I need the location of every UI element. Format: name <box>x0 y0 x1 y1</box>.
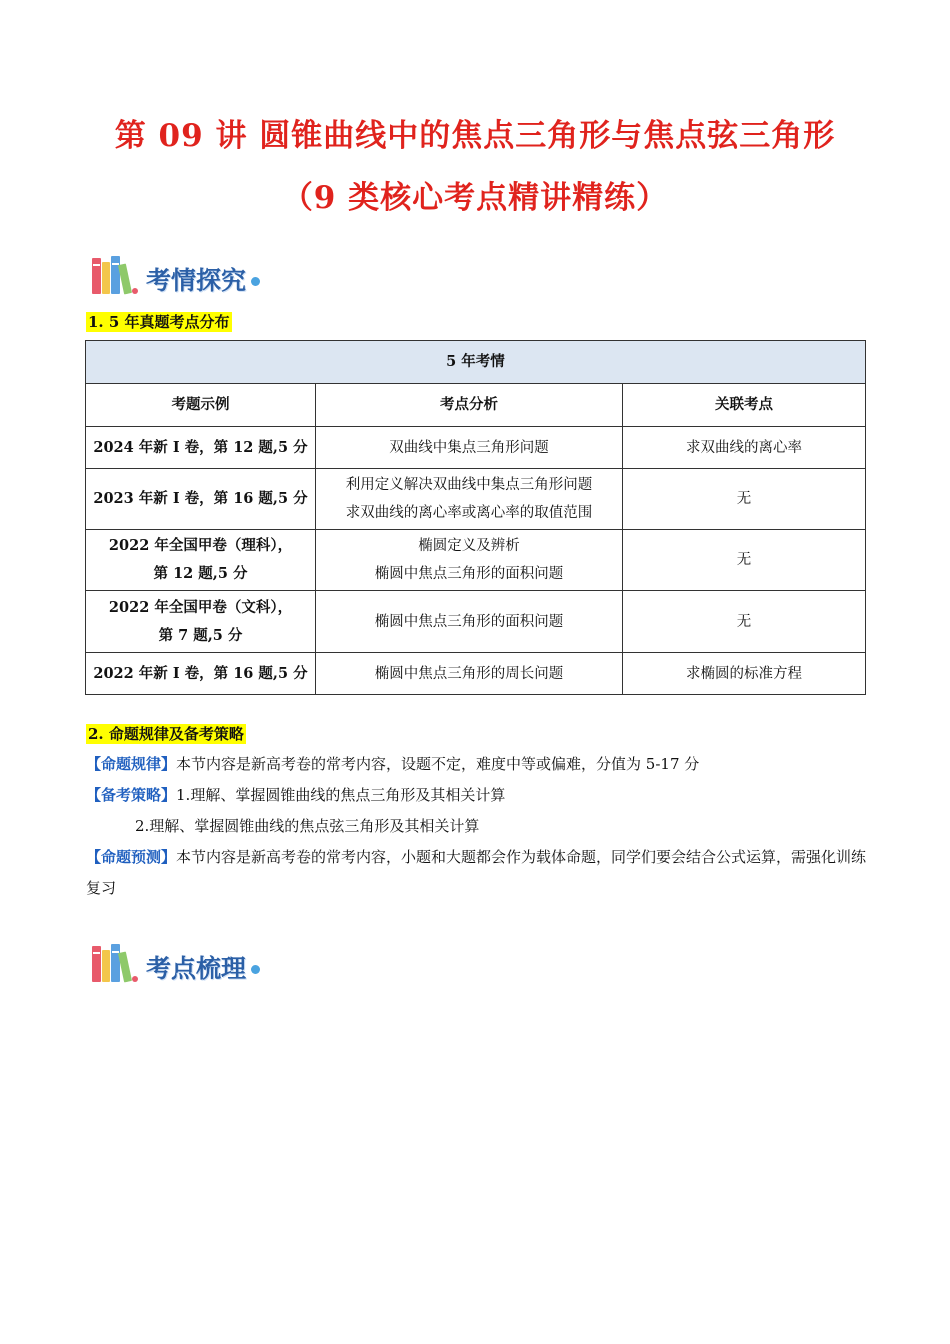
predict-text: 本节内容是新高考卷的常考内容，小题和大题都会作为载体命题，同学们要会结合公式运算，需强化训练复习 <box>86 848 867 897</box>
page-subtitle: （9 类核心考点精讲精练） <box>281 180 669 216</box>
example-cell: 2022 年全国甲卷（理科）， 第 12 题,5 分 <box>86 530 316 591</box>
banner-label: 考点梳理 <box>146 954 247 983</box>
example-cell: 2023 年新 I 卷，第 16 题,5 分 <box>86 469 316 530</box>
dot-icon <box>251 965 260 974</box>
section-heading-2: 2. 命题规律及备考策略 <box>88 725 244 743</box>
strategy-item-2: 2.理解、掌握圆锥曲线的焦点弦三角形及其相关计算 <box>135 817 480 835</box>
rule-text: 本节内容是新高考卷的常考内容，设题不定，难度中等或偏难，分值为 5-17 分 <box>176 755 700 773</box>
page-title: 第 09 讲 圆锥曲线中的焦点三角形与焦点弦三角形 <box>114 118 836 154</box>
table-row <box>86 653 866 695</box>
example-cell: 2022 年新 I 卷，第 16 题,5 分 <box>86 653 316 695</box>
analysis-cell: 利用定义解决双曲线中集点三角形问题 求双曲线的离心率或离心率的取值范围 <box>316 469 623 530</box>
analysis-cell: 椭圆中焦点三角形的面积问题 <box>316 591 623 653</box>
predict-tag: 【命题预测】 <box>86 848 177 866</box>
rule-paragraph <box>86 749 876 780</box>
strategy-tag: 【备考策略】 <box>86 786 177 804</box>
exam-distribution-table <box>85 340 866 695</box>
predict-paragraph <box>86 842 876 904</box>
related-cell: 求椭圆的标准方程 <box>623 653 866 695</box>
books-icon <box>90 254 140 296</box>
table-header: 关联考点 <box>623 384 866 427</box>
banner-label: 考情探究 <box>146 266 247 295</box>
related-cell: 无 <box>623 530 866 591</box>
related-cell: 无 <box>623 591 866 653</box>
section-banner-kaoqing <box>90 252 260 296</box>
related-cell: 无 <box>623 469 866 530</box>
related-cell: 求双曲线的离心率 <box>623 427 866 469</box>
section-banner-kaodian <box>90 940 260 984</box>
strategy-paragraph <box>86 780 876 811</box>
table-header: 考点分析 <box>316 384 623 427</box>
section-heading-1: 1. 5 年真题考点分布 <box>88 313 230 331</box>
books-icon <box>90 942 140 984</box>
table-row <box>86 469 866 530</box>
rule-tag: 【命题规律】 <box>86 755 177 773</box>
analysis-cell: 椭圆中焦点三角形的周长问题 <box>316 653 623 695</box>
example-cell: 2024 年新 I 卷，第 12 题,5 分 <box>86 427 316 469</box>
strategy-item-1: 1.理解、掌握圆锥曲线的焦点三角形及其相关计算 <box>176 786 506 804</box>
analysis-cell: 椭圆定义及辨析 椭圆中焦点三角形的面积问题 <box>316 530 623 591</box>
example-cell: 2022 年全国甲卷（文科）， 第 7 题,5 分 <box>86 591 316 653</box>
table-row <box>86 591 866 653</box>
analysis-cell: 双曲线中集点三角形问题 <box>316 427 623 469</box>
table-row <box>86 530 866 591</box>
table-row <box>86 427 866 469</box>
dot-icon <box>251 277 260 286</box>
table-header: 考题示例 <box>86 384 316 427</box>
table-caption: 5 年考情 <box>86 341 866 384</box>
